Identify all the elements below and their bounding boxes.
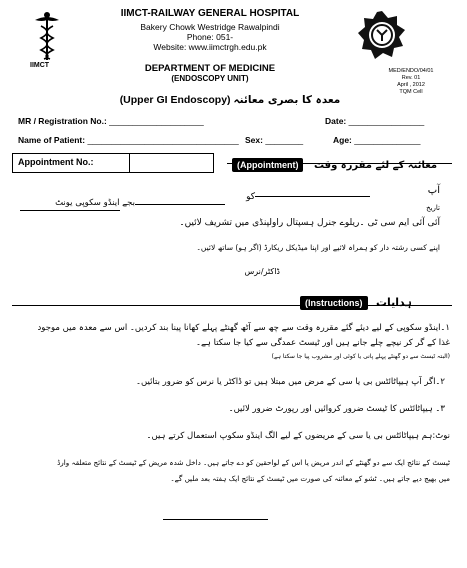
doc-tqm: TQM Cell	[399, 89, 423, 95]
appointment-line3: اپنے کسی رشتہ دار کو ہمراہ لائیے اور اپنا میڈیکل ریکارڈ (اگر ہو) ساتھ لائیں۔	[196, 243, 440, 252]
instruction-1c: (البتہ ٹیسٹ سے دو گھنٹے پہلے پانی یا کوئی اور مشروب پیا جا سکتا ہے)	[271, 353, 450, 360]
instructions-heading-english: (Instructions)	[300, 296, 368, 310]
instructions-heading	[300, 293, 412, 311]
appointment-date-line[interactable]	[20, 210, 120, 211]
results-paragraph-2: میں بھیج دیے جاتے ہیں۔ ٹشو کے معائنہ کی صورت میں ٹیسٹ کے نتائج ایک ہفتہ بعد ملیں گے۔	[170, 474, 450, 483]
logo-text: IIMCT	[30, 62, 50, 69]
sex-label: Sex:	[245, 135, 263, 145]
results-paragraph-1: ٹیسٹ کے نتائج ایک سے دو گھنٹے کے اندر مریض یا اس کے لواحقین کو دے جاتے ہیں۔ داخل شدہ مریض کے ٹیسٹ کے نتائج متعلقہ وارڈ	[57, 458, 450, 467]
mr-number-field[interactable]: ____________________	[109, 116, 204, 126]
instruction-1a: ۱۔اینڈو سکوپی کے لیے دیئے گئے مقررہ وقت سے چھ سے آٹھ گھنٹے پہلے کھانا پینا بند کردیں۔ اس سے معدہ میں موجود	[37, 323, 450, 333]
instruction-3: ۳۔ ہیپاٹائٹس کا ٹیسٹ ضرور کروائیں اور رپورٹ ضرور لائیں۔	[228, 404, 445, 414]
unit-title: (ENDOSCOPY UNIT)	[171, 74, 249, 83]
form-title	[60, 94, 400, 106]
appointment-line1-a: آپ	[427, 185, 440, 196]
appointment-banner	[232, 155, 437, 173]
appointment-time-line[interactable]	[135, 204, 225, 205]
appointment-line1-c: بجے اینڈو سکوپی یونٹ	[55, 198, 135, 208]
age-label: Age:	[333, 135, 352, 145]
tareekh-label: تاریخ	[426, 204, 440, 212]
signature-line[interactable]	[163, 519, 268, 520]
appointment-label-box	[12, 153, 130, 173]
patient-name-field[interactable]: ________________________________	[87, 135, 239, 145]
sex-row	[245, 135, 303, 145]
hospital-phone: Phone: 051-	[186, 32, 234, 42]
caduceus-logo	[30, 10, 64, 70]
doc-rev: Rev. 01	[401, 75, 421, 81]
mr-number-row	[18, 116, 204, 126]
hospital-name: IIMCT-RAILWAY GENERAL HOSPITAL	[120, 8, 300, 19]
instruction-2: ۲۔اگر آپ ہیپاٹائٹس بی یا سی کے مرض میں مبتلا ہیں تو ڈاکٹر یا نرس کو ضرور بتائیں۔	[136, 377, 445, 387]
doc-control	[366, 68, 456, 96]
appointment-name-line[interactable]	[255, 196, 370, 197]
patient-name-row	[18, 135, 239, 145]
sex-field[interactable]: ________	[265, 135, 304, 145]
date-field[interactable]: ________________	[348, 116, 425, 126]
form-title-urdu: معدہ کا بصری معائنہ	[233, 94, 341, 106]
age-row	[333, 135, 420, 145]
mr-number-label: MR / Registration No.:	[18, 116, 107, 126]
instructions-heading-urdu: ہدایات	[375, 296, 412, 309]
form-title-english: (Upper GI Endoscopy)	[119, 94, 231, 106]
doc-code: MED/ENDO/04/01	[388, 68, 434, 74]
appointment-line1-b: کو	[246, 192, 255, 202]
appointment-label: Appointment No.:	[18, 157, 94, 167]
appointment-line2: آئی آئی ایم سی ٹی ۔ریلوے جنرل ہسپتال راولپنڈی میں تشریف لائیں۔	[179, 218, 440, 228]
hospital-website: Website: www.iimctrgh.edu.pk	[153, 42, 267, 52]
instruction-1b: غذا کے گر کر نیچے چلے جانے ہیں اور ٹیسٹ عمدگی سے کیا جا سکتا ہے۔	[195, 338, 450, 348]
doc-date: April , 2012	[397, 82, 425, 88]
date-row	[325, 116, 424, 126]
date-label: Date:	[325, 116, 347, 126]
department-title: DEPARTMENT OF MEDICINE	[144, 63, 276, 74]
instruction-note: نوٹ:ہم ہیپاٹائٹس بی یا سی کے مریضوں کے لیے الگ اینڈو سکوپ استعمال کرتے ہیں۔	[146, 431, 450, 441]
appointment-banner-english: (Appointment)	[232, 158, 303, 172]
age-field[interactable]: ______________	[354, 135, 421, 145]
appointment-number-field[interactable]	[129, 153, 214, 173]
railway-emblem	[357, 10, 407, 60]
patient-name-label: Name of Patient:	[18, 135, 86, 145]
appointment-banner-urdu: معائنہ کے لئے مقررہ وقت	[313, 160, 438, 171]
hospital-address: Bakery Chowk Westridge Rawalpindi	[140, 22, 280, 32]
doctor-nurse-label: ڈاکٹر/نرس	[244, 267, 280, 276]
